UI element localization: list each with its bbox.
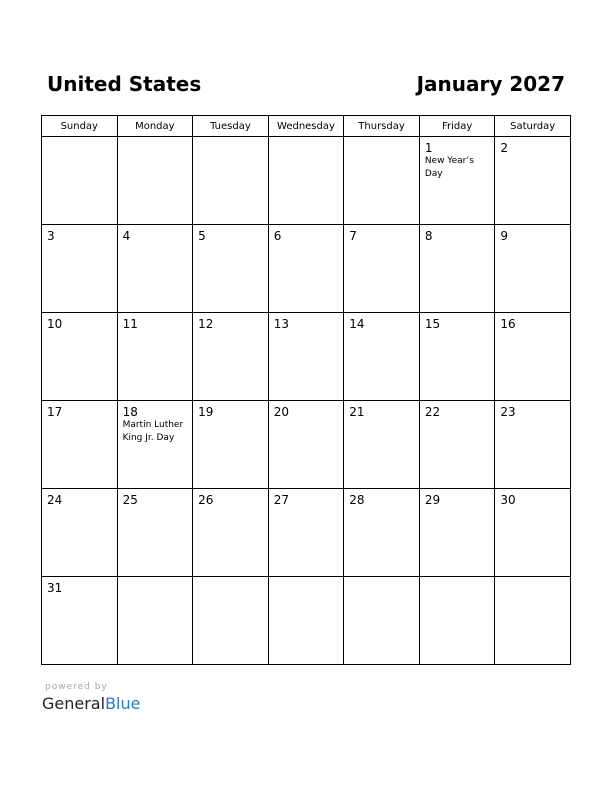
calendar-day-cell: [117, 489, 193, 577]
calendar-day-cell: [193, 577, 269, 665]
day-number: 26: [198, 493, 214, 507]
day-number: 3: [47, 229, 55, 243]
day-number: 1: [424, 141, 433, 155]
day-number: 19: [198, 405, 214, 419]
calendar-day-cell: [344, 137, 420, 225]
calendar-day-cell: [419, 401, 495, 489]
calendar-day-cell: [117, 577, 193, 665]
calendar-day-cell: [268, 313, 344, 401]
calendar-day-cell: [344, 225, 420, 313]
weekday-header: Tuesday: [193, 116, 269, 137]
day-number: 31: [47, 581, 63, 595]
calendar-day-cell: [344, 401, 420, 489]
day-number: 29: [424, 493, 441, 507]
weekday-header-row: [42, 116, 571, 137]
calendar-day-cell: [268, 401, 344, 489]
weekday-header: Thursday: [344, 116, 420, 137]
day-number: 30: [500, 493, 516, 507]
calendar-day-cell: [268, 225, 344, 313]
calendar-grid: [41, 115, 571, 665]
day-number: 27: [273, 493, 289, 507]
day-number: 11: [122, 317, 138, 331]
calendar-day-cell: [193, 401, 269, 489]
day-number: 10: [47, 317, 63, 331]
calendar-day-cell: [42, 489, 118, 577]
holiday-label: Martin Luther King Jr. Day: [122, 420, 184, 443]
weekday-header: Friday: [419, 116, 495, 137]
generalblue-logo: [42, 694, 140, 713]
day-number: 6: [273, 229, 282, 243]
calendar-day-cell: [344, 489, 420, 577]
day-number: 12: [198, 317, 214, 331]
day-number: 28: [349, 493, 365, 507]
day-number: 2: [500, 141, 509, 155]
day-number: 23: [500, 405, 516, 419]
calendar-day-cell: [42, 401, 118, 489]
calendar-day-cell: [193, 313, 269, 401]
calendar-day-cell: [268, 577, 344, 665]
calendar-week-row: [42, 577, 571, 665]
calendar-day-cell: [495, 137, 571, 225]
powered-by-label: powered by: [45, 682, 108, 692]
day-number: 5: [198, 229, 206, 243]
day-number: 13: [273, 317, 289, 331]
calendar-day-cell: [268, 489, 344, 577]
calendar-day-cell: [42, 313, 118, 401]
calendar-day-cell: [344, 313, 420, 401]
calendar-week-row: [42, 489, 571, 577]
day-number: 22: [424, 405, 441, 419]
calendar-week-row: [42, 313, 571, 401]
day-number: 4: [122, 229, 131, 243]
calendar-body: [42, 137, 571, 665]
calendar-day-cell: [495, 313, 571, 401]
calendar-day-cell: [42, 137, 118, 225]
day-number: 24: [47, 493, 63, 507]
day-number: 16: [500, 317, 516, 331]
day-number: 15: [424, 317, 441, 331]
calendar-day-cell: [419, 225, 495, 313]
calendar-day-cell: [495, 401, 571, 489]
calendar-day-cell: [117, 137, 193, 225]
day-number: 18: [122, 405, 138, 419]
logo-blue-text: Blue: [105, 694, 141, 713]
day-number: 8: [424, 229, 433, 243]
calendar-week-row: [42, 401, 571, 489]
calendar-day-cell: [117, 401, 193, 489]
weekday-header: Wednesday: [268, 116, 344, 137]
calendar-day-cell: [268, 137, 344, 225]
day-number: 7: [349, 229, 357, 243]
calendar-day-cell: [42, 225, 118, 313]
calendar-day-cell: [193, 225, 269, 313]
calendar-month-title: January 2027: [416, 72, 565, 96]
logo-general-text: General: [42, 694, 106, 713]
holiday-label: New Year’s Day: [424, 156, 474, 179]
calendar-day-cell: [117, 313, 193, 401]
calendar-week-row: [42, 225, 571, 313]
day-number: 14: [349, 317, 365, 331]
calendar-day-cell: [419, 313, 495, 401]
calendar-day-cell: [495, 577, 571, 665]
calendar-day-cell: [344, 577, 420, 665]
calendar-day-cell: [42, 577, 118, 665]
day-number: 20: [273, 405, 289, 419]
day-number: 21: [349, 405, 365, 419]
calendar-day-cell: [495, 225, 571, 313]
weekday-header: Saturday: [495, 116, 571, 137]
calendar-day-cell: [495, 489, 571, 577]
day-number: 17: [47, 405, 63, 419]
day-number: 25: [122, 493, 138, 507]
calendar-day-cell: [193, 489, 269, 577]
calendar-week-row: [42, 137, 571, 225]
calendar-day-cell: [193, 137, 269, 225]
weekday-header: Sunday: [42, 116, 118, 137]
calendar-day-cell: [419, 489, 495, 577]
weekday-header: Monday: [117, 116, 193, 137]
calendar-country-title: United States: [47, 72, 202, 96]
calendar-day-cell: [419, 577, 495, 665]
calendar-day-cell: [117, 225, 193, 313]
calendar-day-cell: [419, 137, 495, 225]
day-number: 9: [500, 229, 509, 243]
